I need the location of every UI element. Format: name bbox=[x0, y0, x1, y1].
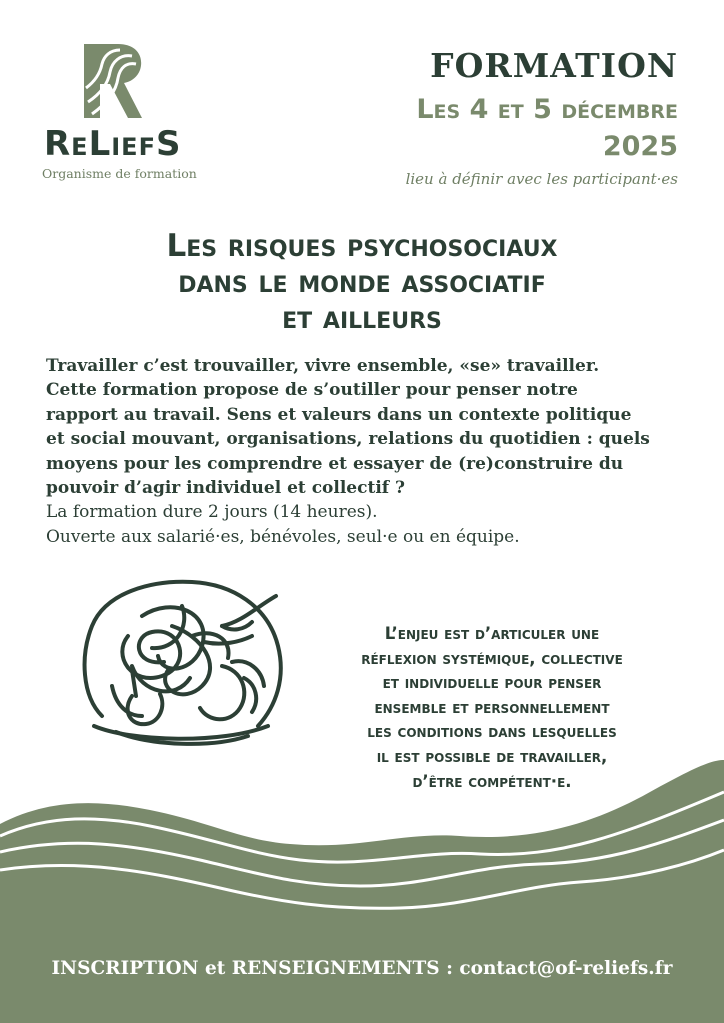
page-title bbox=[0, 228, 724, 336]
quote-line: L’enjeu est d’articuler une bbox=[384, 624, 600, 643]
title-line: dans le monde associatif bbox=[178, 264, 546, 300]
logo-name: ReLiefS bbox=[44, 124, 182, 164]
formation-dates: Les 4 et 5 décembre bbox=[416, 94, 678, 125]
hands-untangling-knot-icon bbox=[72, 566, 292, 756]
title-line: Les risques psychosociaux bbox=[166, 228, 558, 264]
logo-tagline: Organisme de formation bbox=[42, 166, 197, 181]
quote-line: et individuelle pour penser bbox=[382, 673, 602, 693]
contact-footer: INSCRIPTION et RENSEIGNEMENTS : contact@of-reliefs.fr bbox=[51, 958, 673, 979]
header bbox=[406, 46, 678, 194]
intro-line: pouvoir d’agir individuel et collectif ? bbox=[46, 478, 405, 499]
quote-line: d’être compétent·e. bbox=[412, 771, 572, 791]
title-line: et ailleurs bbox=[282, 300, 442, 336]
intro-line: rapport au travail. Sens et valeurs dans un contexte politique bbox=[46, 404, 632, 425]
formation-year: 2025 bbox=[602, 131, 678, 162]
quote-line: les conditions dans lesquelles bbox=[367, 722, 617, 742]
quote-line: ensemble et personnellement bbox=[374, 697, 610, 717]
formation-heading: FORMATION bbox=[430, 46, 678, 85]
logo-r-mark-icon bbox=[80, 42, 146, 120]
bottom-wave-background bbox=[0, 740, 724, 1023]
audience-text: Ouverte aux salarié·es, bénévoles, seul·e ou en équipe. bbox=[46, 526, 520, 547]
duration-text: La formation dure 2 jours (14 heures). bbox=[46, 502, 378, 523]
intro-line: Cette formation propose de s’outiller pour penser notre bbox=[46, 380, 578, 401]
intro-line: moyens pour les comprendre et essayer de (re)construire du bbox=[46, 453, 624, 474]
formation-place: lieu à définir avec les participant·es bbox=[405, 170, 678, 188]
quote-line: réflexion systémique, collective bbox=[361, 648, 623, 668]
intro-line: Travailler c’est trouvailler, vivre ensemble, «se» travailler. bbox=[46, 356, 600, 376]
intro-line: et social mouvant, organisations, relations du quotidien : quels bbox=[46, 429, 650, 450]
quote-line: il est possible de travailler, bbox=[376, 746, 608, 766]
intro-text bbox=[46, 354, 686, 549]
